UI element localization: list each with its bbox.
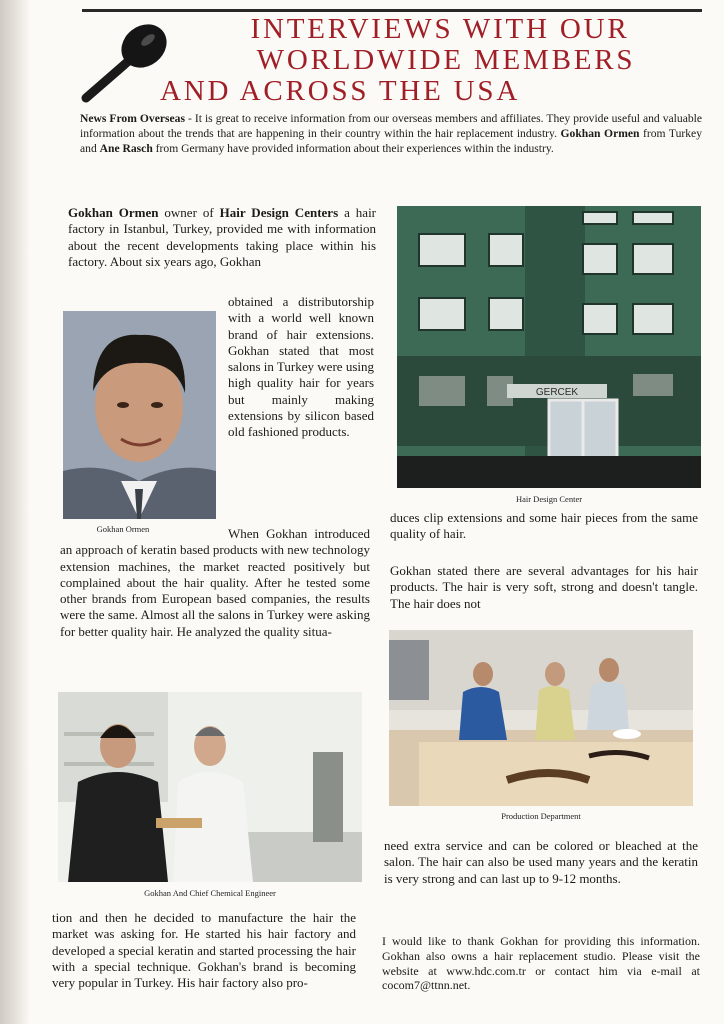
building-sign-text: GERCEK: [535, 387, 579, 398]
production-caption: Production Department: [501, 811, 581, 821]
engineer-photo: [58, 692, 362, 882]
article-paragraph-1: [68, 205, 376, 270]
building-photo: [397, 206, 701, 488]
portrait-photo: [63, 311, 216, 519]
engineer-caption: Gokhan And Chief Chemical Engineer: [144, 888, 276, 898]
article-paragraph-2: When Gokhan introduced an approach of keratin based products with new technology extension machines, the market reacted positively but complained about the hair quality. After he tested some other brands from European based companies, the results were the same. Almost all the salons in Turkey were asking for better quality hair. He analyzed the quality situa-: [60, 526, 370, 639]
article-text: a hair factory in Istanbul, Turkey, provided me with information about the recent developments taking place within his factory. About six years ago, Gokhan: [68, 205, 377, 269]
article-paragraph-4: [390, 563, 698, 612]
page-title: [160, 14, 720, 107]
intro-text-1: - It is great to receive information from our overseas members and affiliates. They provide useful and valuable information about the trends that are happening in their country within the hair replacement industry.: [80, 112, 703, 140]
intro-lead: News From Overseas: [80, 112, 185, 125]
title-line-2: WORLDWIDE MEMBERS: [256, 44, 636, 76]
building-caption: Hair Design Center: [515, 494, 583, 504]
article-text: owner of: [158, 205, 220, 220]
article-paragraph-5: I would like to thank Gokhan for providing this information. Gokhan also owns a hair replacement studio. Please visit the website at www.hdc.com.tr or contact him via e-mail at cocom7@ttnn.net.: [382, 934, 700, 993]
page-gutter-shadow: [0, 0, 30, 1024]
article-paragraph-1-wrap: obtained a distributorship with a world well known brand of hair extensions. Gokhan stated that most salons in Turkey were using high quality hair for years but mainly making extensions by silicon based old fashioned products.: [228, 294, 374, 440]
article-name: Gokhan Ormen: [68, 205, 159, 220]
article-paragraph-2-continued: tion and then he decided to manufacture the hair the market was asking for. He started his hair factory and developed a special keratin and started processing the hair with a special technique. Gokhan's brand is becoming very popular in Turkey. His hair factory also pro-: [52, 910, 356, 991]
portrait-caption: Gokhan Ormen: [96, 524, 150, 534]
top-rule: [82, 9, 702, 12]
intro-text-2: from Turkey and: [80, 127, 702, 155]
intro-name-2: Ane Rasch: [99, 142, 153, 155]
title-line-3: AND ACROSS THE USA: [160, 75, 521, 107]
intro-text-3: from Germany have provided information about their experiences within the industry.: [152, 142, 554, 155]
article-paragraph-4-text: Gokhan stated there are several advantages for his hair products. The hair is very soft, strong and doesn't tangle. The hair does not: [390, 563, 698, 611]
intro-name-1: Gokhan Ormen: [560, 127, 640, 140]
article-paragraph-4-continued: need extra service and can be colored or bleached at the salon. The hair can also be used many years and the keratin is very strong and can last up to 9-12 months.: [384, 838, 698, 886]
intro-paragraph: [80, 111, 702, 156]
title-line-1: INTERVIEWS WITH OUR: [250, 13, 630, 45]
production-photo: [389, 630, 693, 806]
article-company: Hair Design Centers: [219, 205, 339, 220]
article-paragraph-3: duces clip extensions and some hair pieces from the same quality of hair.: [390, 510, 698, 542]
